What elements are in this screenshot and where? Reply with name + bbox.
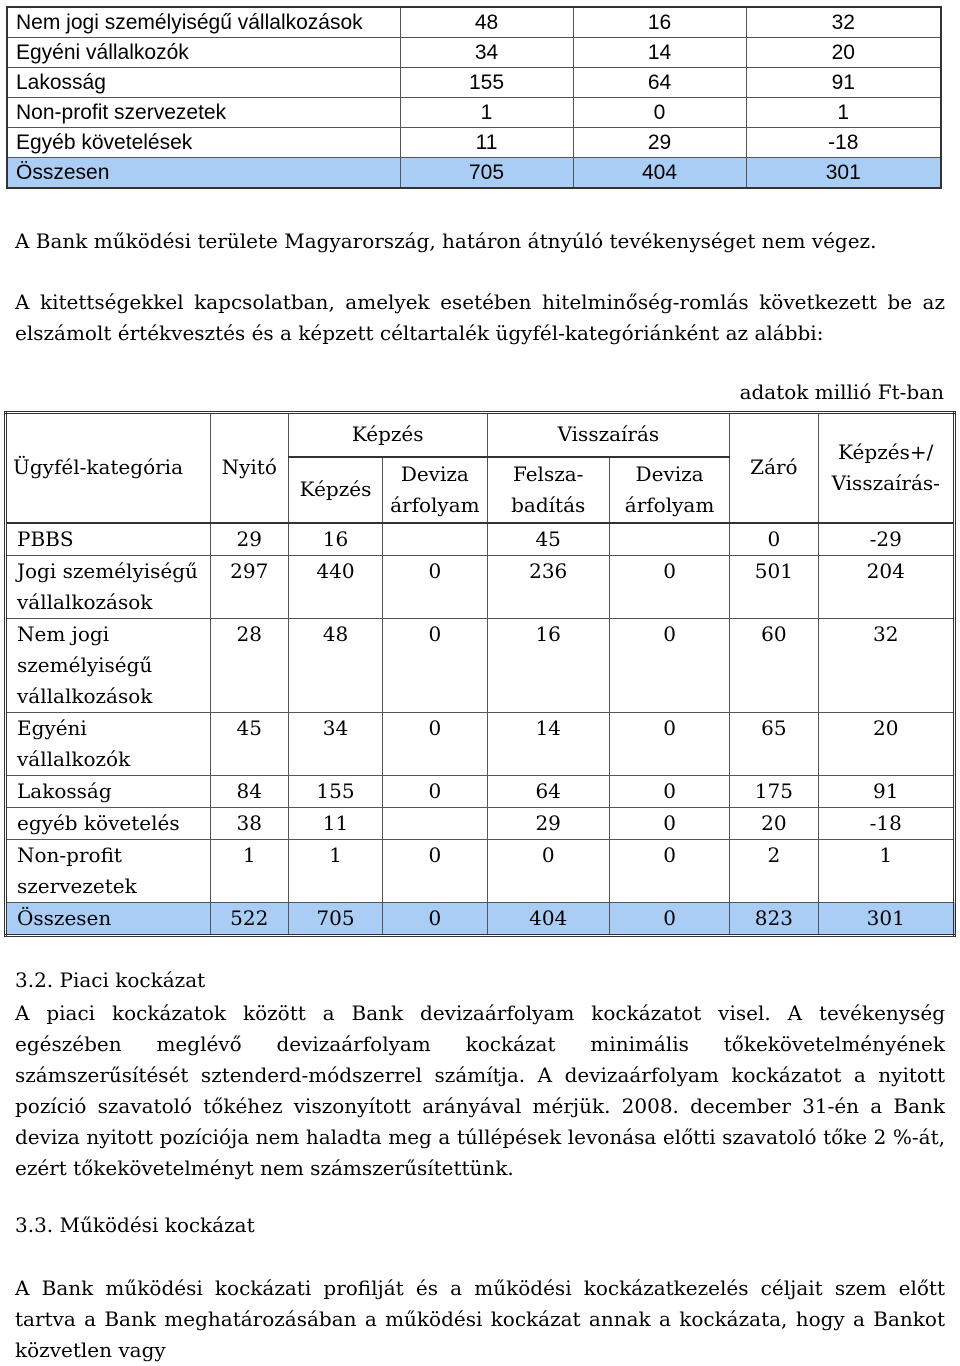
total-row — [7, 158, 941, 189]
cell-closing: 20 — [730, 807, 818, 839]
cell-formation: 705 — [288, 902, 382, 935]
cell-formation-fx: 0 — [383, 555, 487, 618]
cell-formation: 440 — [288, 555, 382, 618]
table-row — [7, 128, 941, 158]
cell-release: 404 — [487, 902, 609, 935]
table-row — [6, 618, 955, 712]
header-formation: Képzés — [288, 457, 382, 523]
row-label: egyéb követelés — [6, 807, 211, 839]
cell-formation-fx — [383, 523, 487, 556]
cell-net: 1 — [818, 839, 954, 902]
cell: 155 — [400, 68, 573, 98]
table-row — [7, 68, 941, 98]
header-formation-fx: Deviza árfolyam — [383, 457, 487, 523]
cell-release: 64 — [487, 775, 609, 807]
cell-opening: 45 — [210, 712, 288, 775]
cell: -18 — [746, 128, 941, 158]
cell-formation-fx — [383, 807, 487, 839]
cell-opening: 29 — [210, 523, 288, 556]
cell: 20 — [746, 38, 941, 68]
operational-risk-paragraph: A Bank működési kockázati profilját és a működési kockázatkezelés céljait szem előtt tartva a Bank meghatározásában a működési kockázat annak a kockázata, hogy a Bankot közvetlen vagy — [15, 1276, 945, 1362]
cell-net: 20 — [818, 712, 954, 775]
cell-formation: 34 — [288, 712, 382, 775]
cell-formation-fx: 0 — [383, 775, 487, 807]
header-formation-group: Képzés — [288, 413, 487, 457]
cell-closing: 501 — [730, 555, 818, 618]
cell-reversal-fx: 0 — [609, 555, 729, 618]
cell-net: -29 — [818, 523, 954, 556]
header-net: Képzés+/ Visszaírás- — [818, 413, 954, 523]
row-label: PBBS — [6, 523, 211, 556]
cell-release: 14 — [487, 712, 609, 775]
table-row — [6, 839, 955, 902]
row-label: Lakosság — [7, 68, 400, 98]
cell: 32 — [746, 7, 941, 38]
cell: 0 — [573, 98, 746, 128]
cell-formation-fx: 0 — [383, 839, 487, 902]
cell: 34 — [400, 38, 573, 68]
unit-note: adatok millió Ft-ban — [739, 380, 944, 404]
row-label: Összesen — [7, 158, 400, 189]
cell-formation: 155 — [288, 775, 382, 807]
header-release: Felsza-badítás — [487, 457, 609, 523]
cell: 16 — [573, 7, 746, 38]
header-closing: Záró — [730, 413, 818, 523]
table-row — [7, 98, 941, 128]
cell-reversal-fx: 0 — [609, 839, 729, 902]
cell-opening: 28 — [210, 618, 288, 712]
row-label: Non-profit szervezetek — [7, 98, 400, 128]
header-reversal-fx: Deviza árfolyam — [609, 457, 729, 523]
cell-reversal-fx: 0 — [609, 775, 729, 807]
row-label: Egyéni vállalkozók — [6, 712, 211, 775]
cell-net: 32 — [818, 618, 954, 712]
cell-formation: 16 — [288, 523, 382, 556]
table-row — [7, 38, 941, 68]
cell: 301 — [746, 158, 941, 189]
row-label: Egyéni vállalkozók — [7, 38, 400, 68]
cell: 91 — [746, 68, 941, 98]
cell-reversal-fx — [609, 523, 729, 556]
cell-reversal-fx: 0 — [609, 618, 729, 712]
section-heading-operational: 3.3. Működési kockázat — [15, 1213, 255, 1237]
cell-closing: 65 — [730, 712, 818, 775]
cell-closing: 60 — [730, 618, 818, 712]
cell-formation: 11 — [288, 807, 382, 839]
cell: 11 — [400, 128, 573, 158]
row-label: Non-profit szervezetek — [6, 839, 211, 902]
cell-net: 301 — [818, 902, 954, 935]
cell: 1 — [400, 98, 573, 128]
row-label: Jogi személyiségű vállalkozások — [6, 555, 211, 618]
summary-table — [6, 6, 942, 189]
row-label: Lakosság — [6, 775, 211, 807]
cell-opening: 84 — [210, 775, 288, 807]
row-label: Nem jogi személyiségű vállalkozások — [7, 7, 400, 38]
cell-net: 91 — [818, 775, 954, 807]
cell-net: -18 — [818, 807, 954, 839]
cell-release: 236 — [487, 555, 609, 618]
cell-release: 45 — [487, 523, 609, 556]
cell-formation: 1 — [288, 839, 382, 902]
cell-opening: 522 — [210, 902, 288, 935]
table-row — [6, 775, 955, 807]
table-row — [6, 807, 955, 839]
header-category: Ügyfél-kategória — [6, 413, 211, 523]
header-reversal-group: Visszaírás — [487, 413, 730, 457]
cell: 64 — [573, 68, 746, 98]
cell: 1 — [746, 98, 941, 128]
cell-closing: 175 — [730, 775, 818, 807]
cell-release: 29 — [487, 807, 609, 839]
cell-reversal-fx: 0 — [609, 902, 729, 935]
table-row — [6, 712, 955, 775]
row-label: Összesen — [6, 902, 211, 935]
cell-net: 204 — [818, 555, 954, 618]
cell: 48 — [400, 7, 573, 38]
cell-formation: 48 — [288, 618, 382, 712]
cell-reversal-fx: 0 — [609, 807, 729, 839]
cell: 705 — [400, 158, 573, 189]
table-row — [6, 523, 955, 556]
row-label: Nem jogi személyiségű vállalkozások — [6, 618, 211, 712]
table-row — [6, 555, 955, 618]
cell-formation-fx: 0 — [383, 902, 487, 935]
section-heading-market: 3.2. Piaci kockázat — [15, 968, 206, 992]
cell-opening: 297 — [210, 555, 288, 618]
cell-reversal-fx: 0 — [609, 712, 729, 775]
cell-release: 0 — [487, 839, 609, 902]
header-opening: Nyitó — [210, 413, 288, 523]
table-row — [7, 7, 941, 38]
cell-formation-fx: 0 — [383, 712, 487, 775]
market-risk-paragraph: A piaci kockázatok között a Bank devizaárfolyam kockázatot visel. A tevékenység egészében meglévő devizaárfolyam kockázat minimális tőkekövetelményének számszerűsítését sztenderd-módszerrel számítja. A devizaárfolyam kockázatot a nyitott pozíció szavatoló tőkéhez viszonyított arányával mérjük. 2008. december 31-én a Bank deviza nyitott pozíciója nem haladta meg a túllépések levonása előtti szavatoló tőke 2 %-át, ezért tőkekövetelményt nem számszerűsítettünk. — [15, 1001, 945, 1180]
cell: 29 — [573, 128, 746, 158]
exposure-paragraph: A kitettségekkel kapcsolatban, amelyek esetében hitelminőség-romlás következett be az elszámolt értékvesztés és a képzett céltartalék ügyfél-kategóriánként az alábbi: — [15, 290, 945, 345]
cell: 404 — [573, 158, 746, 189]
row-label: Egyéb követelések — [7, 128, 400, 158]
total-row — [6, 902, 955, 935]
bank-scope-paragraph: A Bank működési területe Magyarország, határon átnyúló tevékenységet nem végez. — [15, 229, 877, 253]
impairment-table — [4, 411, 956, 937]
cell-release: 16 — [487, 618, 609, 712]
cell-opening: 1 — [210, 839, 288, 902]
cell-formation-fx: 0 — [383, 618, 487, 712]
cell: 14 — [573, 38, 746, 68]
cell-opening: 38 — [210, 807, 288, 839]
cell-closing: 823 — [730, 902, 818, 935]
cell-closing: 2 — [730, 839, 818, 902]
cell-closing: 0 — [730, 523, 818, 556]
